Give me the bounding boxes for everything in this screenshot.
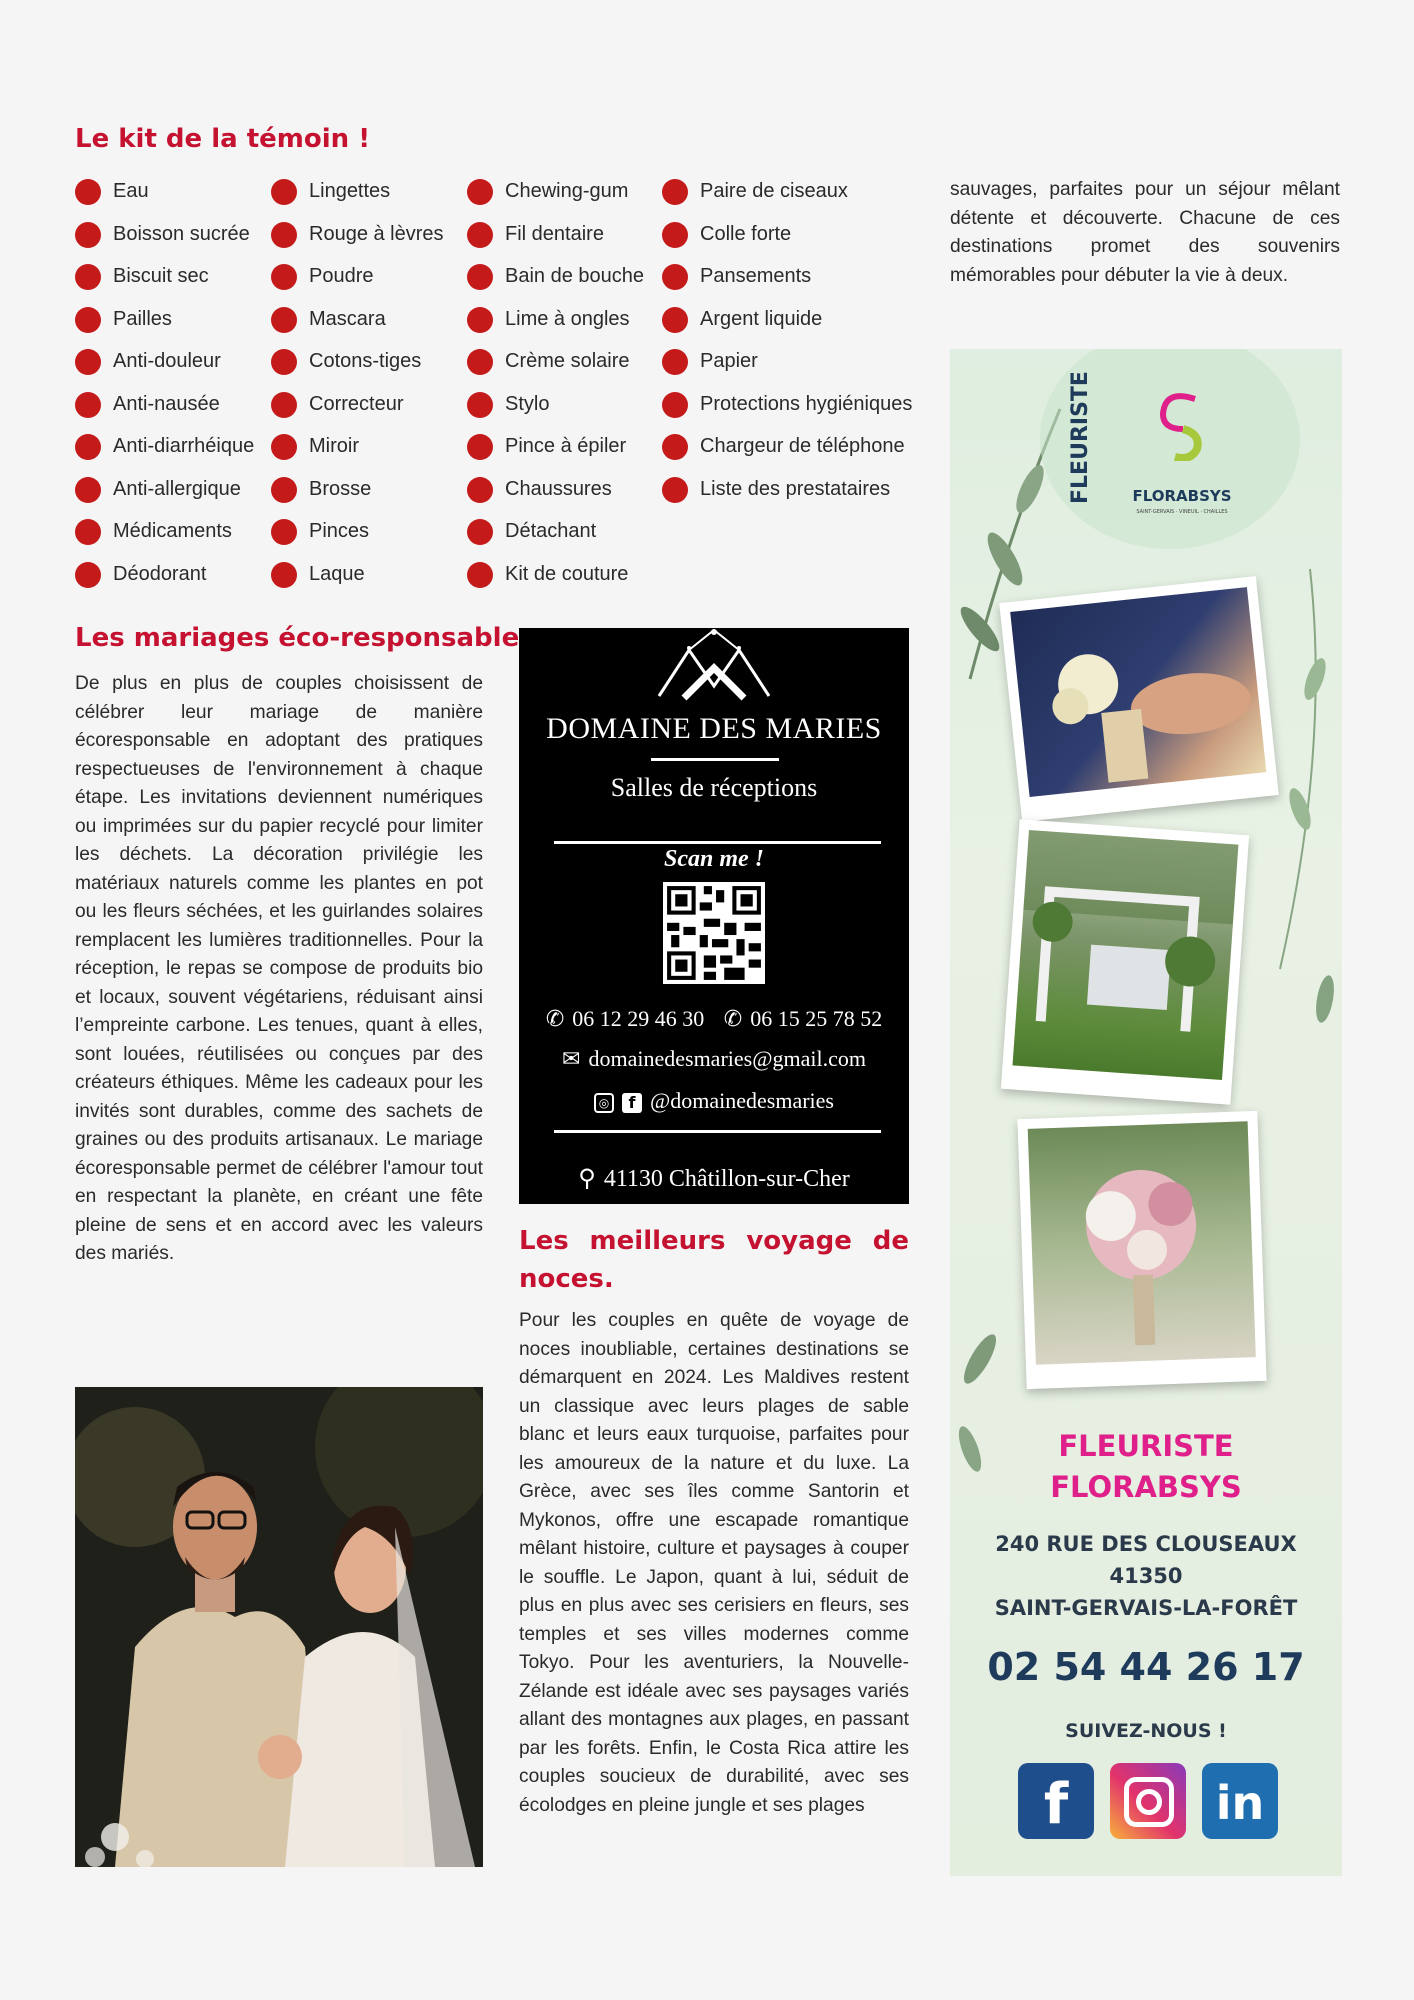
- bullet-dot: [662, 434, 688, 460]
- kit-item: Papier: [662, 344, 932, 387]
- bullet-dot: [467, 179, 493, 205]
- domaine-address: 41130 Châtillon-sur-Cher: [603, 1166, 850, 1192]
- kit-title: Le kit de la témoin !: [75, 124, 371, 154]
- arch-photo: [1001, 819, 1249, 1104]
- kit-item: Rouge à lèvres: [271, 217, 471, 260]
- bullet-dot: [271, 222, 297, 248]
- kit-item: Crème solaire: [467, 344, 667, 387]
- kit-column-2: [271, 174, 471, 599]
- bullet-dot: [75, 349, 101, 375]
- facebook-icon[interactable]: f: [1018, 1763, 1094, 1839]
- kit-item: Correcteur: [271, 387, 471, 430]
- follow-us-label: SUIVEZ-NOUS !: [1065, 1720, 1227, 1742]
- bullet-dot: [271, 477, 297, 503]
- bullet-dot: [271, 562, 297, 588]
- email-line: [519, 1046, 909, 1072]
- scan-me-label: Scan me !: [663, 846, 764, 872]
- kit-item: Poudre: [271, 259, 471, 302]
- phone-icon: ✆: [545, 1006, 565, 1031]
- domaine-brand-name: DOMAINE DES MARIES: [546, 712, 882, 745]
- phone-numbers: [519, 1006, 909, 1032]
- bullet-dot: [467, 307, 493, 333]
- florist-logo-word: FLEURISTE: [1068, 371, 1093, 504]
- kit-item: Argent liquide: [662, 302, 932, 345]
- kit-item: Chewing-gum: [467, 174, 667, 217]
- domaine-logo-icon: [649, 628, 779, 708]
- kit-item: Brosse: [271, 472, 471, 515]
- kit-item: Miroir: [271, 429, 471, 472]
- voyage-body-text: Pour les couples en quête de voyage de noces inoubliable, certaines destinations se démarquent en 2024. Les Maldives restent un classique avec leurs plages de sable blanc et leurs eaux turquoise, parfaites pour les amoureux de la nature et du luxe. La Grèce, avec ses îles comme Santorin et Mykonos, offre une escapade romantique mêlant histoire, culture et paysages à couper le souffle. Le Japon, quant à lui, séduit de plus en plus avec ses cerisiers en fleurs, ses temples et ses villes modernes comme Tokyo. Pour les aventuriers, la Nouvelle-Zélande est idéale avec ses paysages variés allant des montagnes aux plages, en passant par les forêts. Enfin, le Costa Rica attire les couples soucieux de durabilité, avec ses écolodges en pleine jungle et ses plages: [519, 1310, 909, 1816]
- divider: [554, 1130, 881, 1133]
- bullet-dot: [467, 434, 493, 460]
- kit-item: Lingettes: [271, 174, 471, 217]
- social-line: [519, 1088, 909, 1114]
- bullet-dot: [467, 519, 493, 545]
- bullet-dot: [662, 264, 688, 290]
- couple-photo: [75, 1387, 483, 1867]
- kit-item: Bain de bouche: [467, 259, 667, 302]
- kit-item: Boisson sucrée: [75, 217, 275, 260]
- bullet-dot: [662, 349, 688, 375]
- bullet-dot: [75, 562, 101, 588]
- qr-code-icon[interactable]: [663, 882, 765, 984]
- kit-item: Anti-allergique: [75, 472, 275, 515]
- envelope-icon: ✉: [562, 1046, 581, 1071]
- florist-name-line-1: FLEURISTE: [1058, 1429, 1234, 1463]
- bullet-dot: [75, 264, 101, 290]
- bullet-dot: [467, 349, 493, 375]
- florist-address-line-1: 240 RUE DES CLOUSEAUX: [995, 1532, 1297, 1556]
- divider: [554, 841, 881, 844]
- bullet-dot: [75, 519, 101, 545]
- divider: [651, 758, 779, 761]
- bullet-dot: [271, 434, 297, 460]
- florist-address-line-2: 41350: [1109, 1564, 1183, 1588]
- kit-item: Kit de couture: [467, 557, 667, 600]
- kit-column-3: [467, 174, 667, 599]
- bullet-dot: [75, 307, 101, 333]
- kit-item: Pailles: [75, 302, 275, 345]
- florist-logo-subtitle: SAINT-GERVAIS · VINEUIL · CHAILLES: [1136, 509, 1228, 515]
- kit-item: Lime à ongles: [467, 302, 667, 345]
- bullet-dot: [662, 179, 688, 205]
- bullet-dot: [271, 392, 297, 418]
- kit-item: Eau: [75, 174, 275, 217]
- kit-item: Anti-diarrhéique: [75, 429, 275, 472]
- kit-item: Anti-douleur: [75, 344, 275, 387]
- bullet-dot: [75, 179, 101, 205]
- bullet-dot: [467, 562, 493, 588]
- email-link[interactable]: domainedesmaries@gmail.com: [588, 1046, 866, 1071]
- voyage-title: Les meilleurs voyage de noces.: [519, 1226, 909, 1294]
- kit-item: Laque: [271, 557, 471, 600]
- bullet-dot: [662, 222, 688, 248]
- bullet-dot: [467, 477, 493, 503]
- bullet-dot: [662, 392, 688, 418]
- kit-item: Médicaments: [75, 514, 275, 557]
- kit-item: Paire de ciseaux: [662, 174, 932, 217]
- florist-logo-icon: [1155, 389, 1205, 461]
- bullet-dot: [271, 264, 297, 290]
- kit-item: Liste des prestataires: [662, 472, 932, 515]
- phone-icon: ✆: [723, 1006, 743, 1031]
- kit-item: Pinces: [271, 514, 471, 557]
- florist-phone[interactable]: 02 54 44 26 17: [987, 1645, 1305, 1689]
- kit-column-4: [662, 174, 932, 514]
- bullet-dot: [271, 307, 297, 333]
- phone-1[interactable]: 06 12 29 46 30: [572, 1006, 705, 1031]
- kit-item: Déodorant: [75, 557, 275, 600]
- bullet-dot: [271, 349, 297, 375]
- florist-logo-brand: FLORABSYS: [1132, 487, 1232, 505]
- kit-item: Anti-nausée: [75, 387, 275, 430]
- linkedin-icon[interactable]: in: [1202, 1763, 1278, 1839]
- couple-illustration: [75, 1387, 483, 1867]
- domaine-des-maries-ad: [519, 628, 909, 1204]
- kit-column-1: [75, 174, 275, 599]
- kit-item: Chaussures: [467, 472, 667, 515]
- instagram-icon[interactable]: [1110, 1763, 1186, 1839]
- kit-item: Pansements: [662, 259, 932, 302]
- bullet-dot: [662, 477, 688, 503]
- bullet-dot: [662, 307, 688, 333]
- eco-body-text: De plus en plus de couples choisissent de célébrer leur mariage de manière écoresponsable en adoptant des pratiques respectueuses de l'environnement à chaque étape. Les invitations deviennent numériques ou imprimées sur du papier recyclé pour limiter les déchets. La décoration privilégie les matériaux naturels comme les plantes en pot ou les fleurs séchées, et les guirlandes solaires remplacent les lumières traditionnelles. Pour la réception, le repas se compose de produits bio et locaux, souvent végétariens, réduisant ainsi l’empreinte carbone. Les tenues, quant à elles, sont louées, réutilisées ou conçues par des créateurs éthiques. Même les cadeaux pour les invités sont durables, comme des sachets de graines ou des produits artisanaux. Le mariage écoresponsable permet de célébrer l'amour tout en respectant la planète, en créant une fête pleine de sens et en accord avec les valeurs des mariés.: [75, 673, 483, 1264]
- voyage-continuation-text: sauvages, parfaites pour un séjour mêlant détente et découverte. Chacune de ces destinations promet des souvenirs mémorables pour débuter la vie à deux.: [950, 179, 1340, 286]
- kit-item: Colle forte: [662, 217, 932, 260]
- kit-item: Stylo: [467, 387, 667, 430]
- kit-item: Protections hygiéniques: [662, 387, 932, 430]
- kit-item: Biscuit sec: [75, 259, 275, 302]
- domaine-tagline: Salles de réceptions: [610, 773, 818, 802]
- bullet-dot: [467, 264, 493, 290]
- kit-item: Cotons-tiges: [271, 344, 471, 387]
- bullet-dot: [467, 392, 493, 418]
- bullet-dot: [271, 519, 297, 545]
- kit-item: Mascara: [271, 302, 471, 345]
- location-pin-icon: ⚲: [578, 1166, 596, 1192]
- florist-name-line-2: FLORABSYS: [1050, 1470, 1242, 1504]
- facebook-icon: f: [622, 1093, 642, 1113]
- bullet-dot: [75, 222, 101, 248]
- florist-ad: [950, 349, 1342, 1876]
- bouquet-photo-1: [999, 576, 1279, 822]
- bouquet-photo-2: [1017, 1111, 1266, 1389]
- bullet-dot: [271, 179, 297, 205]
- phone-2[interactable]: 06 15 25 78 52: [750, 1006, 883, 1031]
- kit-item: Détachant: [467, 514, 667, 557]
- kit-item: Fil dentaire: [467, 217, 667, 260]
- social-handle[interactable]: @domainedesmaries: [650, 1088, 834, 1113]
- instagram-icon: ◎: [594, 1093, 614, 1113]
- kit-item: Chargeur de téléphone: [662, 429, 932, 472]
- bullet-dot: [75, 392, 101, 418]
- bullet-dot: [467, 222, 493, 248]
- kit-item: Pince à épiler: [467, 429, 667, 472]
- bullet-dot: [75, 434, 101, 460]
- eco-title: Les mariages éco-responsable: [75, 623, 520, 653]
- address-line: [519, 1164, 909, 1193]
- florist-address-line-3: SAINT-GERVAIS-LA-FORÊT: [994, 1596, 1298, 1620]
- bullet-dot: [75, 477, 101, 503]
